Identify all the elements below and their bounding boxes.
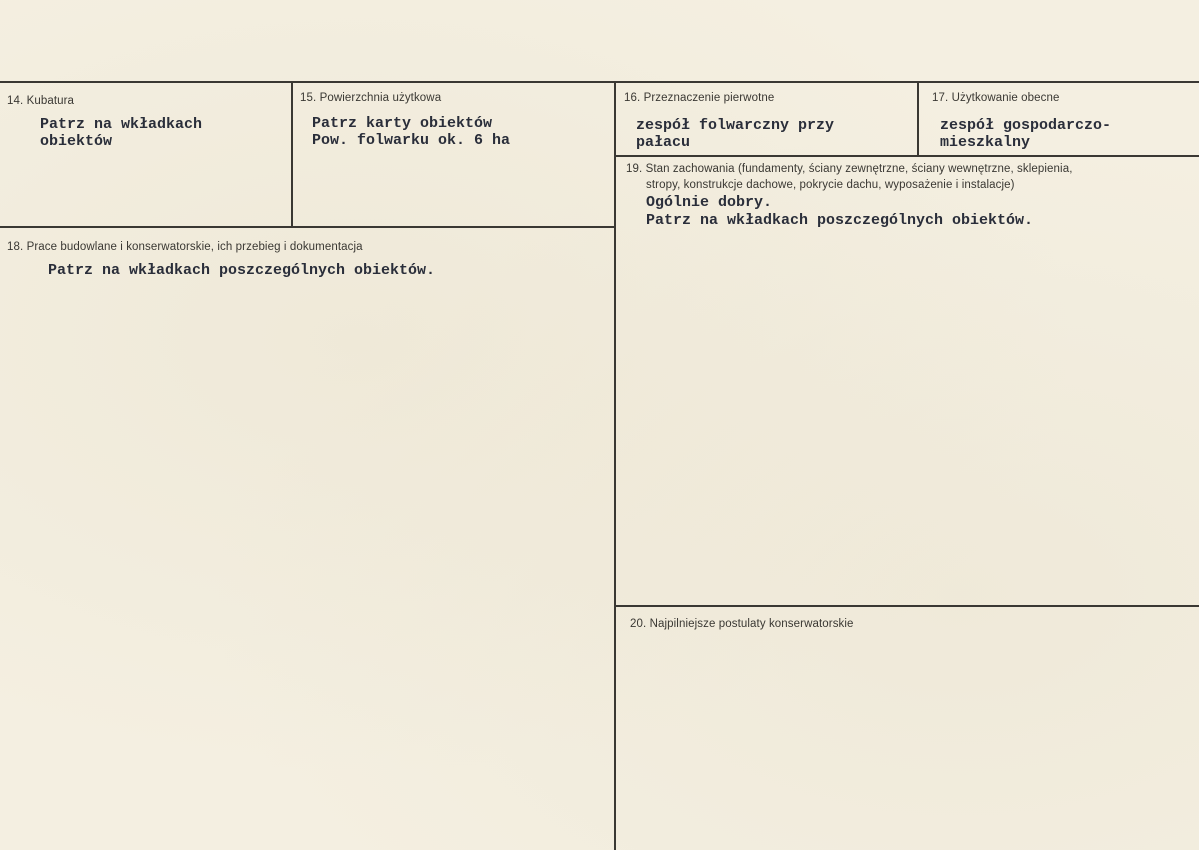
field-17-value-line-1: zespół gospodarczo- bbox=[940, 117, 1112, 134]
field-17-value-line-2: mieszkalny bbox=[940, 134, 1031, 151]
field-14-label: 14. Kubatura bbox=[7, 95, 75, 107]
field-18-label: 18. Prace budowlane i konserwatorskie, ich przebieg i dokumentacja bbox=[7, 241, 363, 253]
field-19-value-line-2: Patrz na wkładkach poszczególnych obiektów. bbox=[646, 212, 1034, 229]
field-15-value-line-2: Pow. folwarku ok. 6 ha bbox=[312, 132, 511, 149]
field-17-label: 17. Użytkowanie obecne bbox=[932, 92, 1060, 104]
field-18-value-line-1: Patrz na wkładkach poszczególnych obiektów. bbox=[48, 262, 436, 279]
rule-under-16-17 bbox=[615, 155, 1199, 157]
field-16-value-line-1: zespół folwarczny przy bbox=[636, 117, 835, 134]
field-14-value-line-1: Patrz na wkładkach bbox=[40, 116, 203, 133]
divider-16-17 bbox=[917, 82, 919, 156]
field-16-value-line-2: pałacu bbox=[636, 134, 691, 151]
field-16-label: 16. Przeznaczenie pierwotne bbox=[624, 92, 775, 104]
top-rule bbox=[0, 81, 1199, 83]
field-20-label: 20. Najpilniejsze postulaty konserwatorskie bbox=[630, 618, 854, 630]
field-19-value-line-1: Ogólnie dobry. bbox=[646, 194, 773, 211]
field-15-label: 15. Powierzchnia użytkowa bbox=[300, 92, 442, 104]
divider-main-vertical bbox=[614, 82, 616, 850]
field-19-label-line-2: stropy, konstrukcje dachowe, pokrycie dachu, wyposażenie i instalacje) bbox=[646, 179, 1015, 191]
rule-above-20 bbox=[615, 605, 1199, 607]
field-15-value-line-1: Patrz karty obiektów bbox=[312, 115, 493, 132]
rule-under-14-15 bbox=[0, 226, 615, 228]
field-14-value-line-2: obiektów bbox=[40, 133, 113, 150]
field-19-label-line-1: 19. Stan zachowania (fundamenty, ściany zewnętrzne, ściany wewnętrzne, sklepienia, bbox=[626, 163, 1073, 175]
divider-14-15 bbox=[291, 82, 293, 227]
